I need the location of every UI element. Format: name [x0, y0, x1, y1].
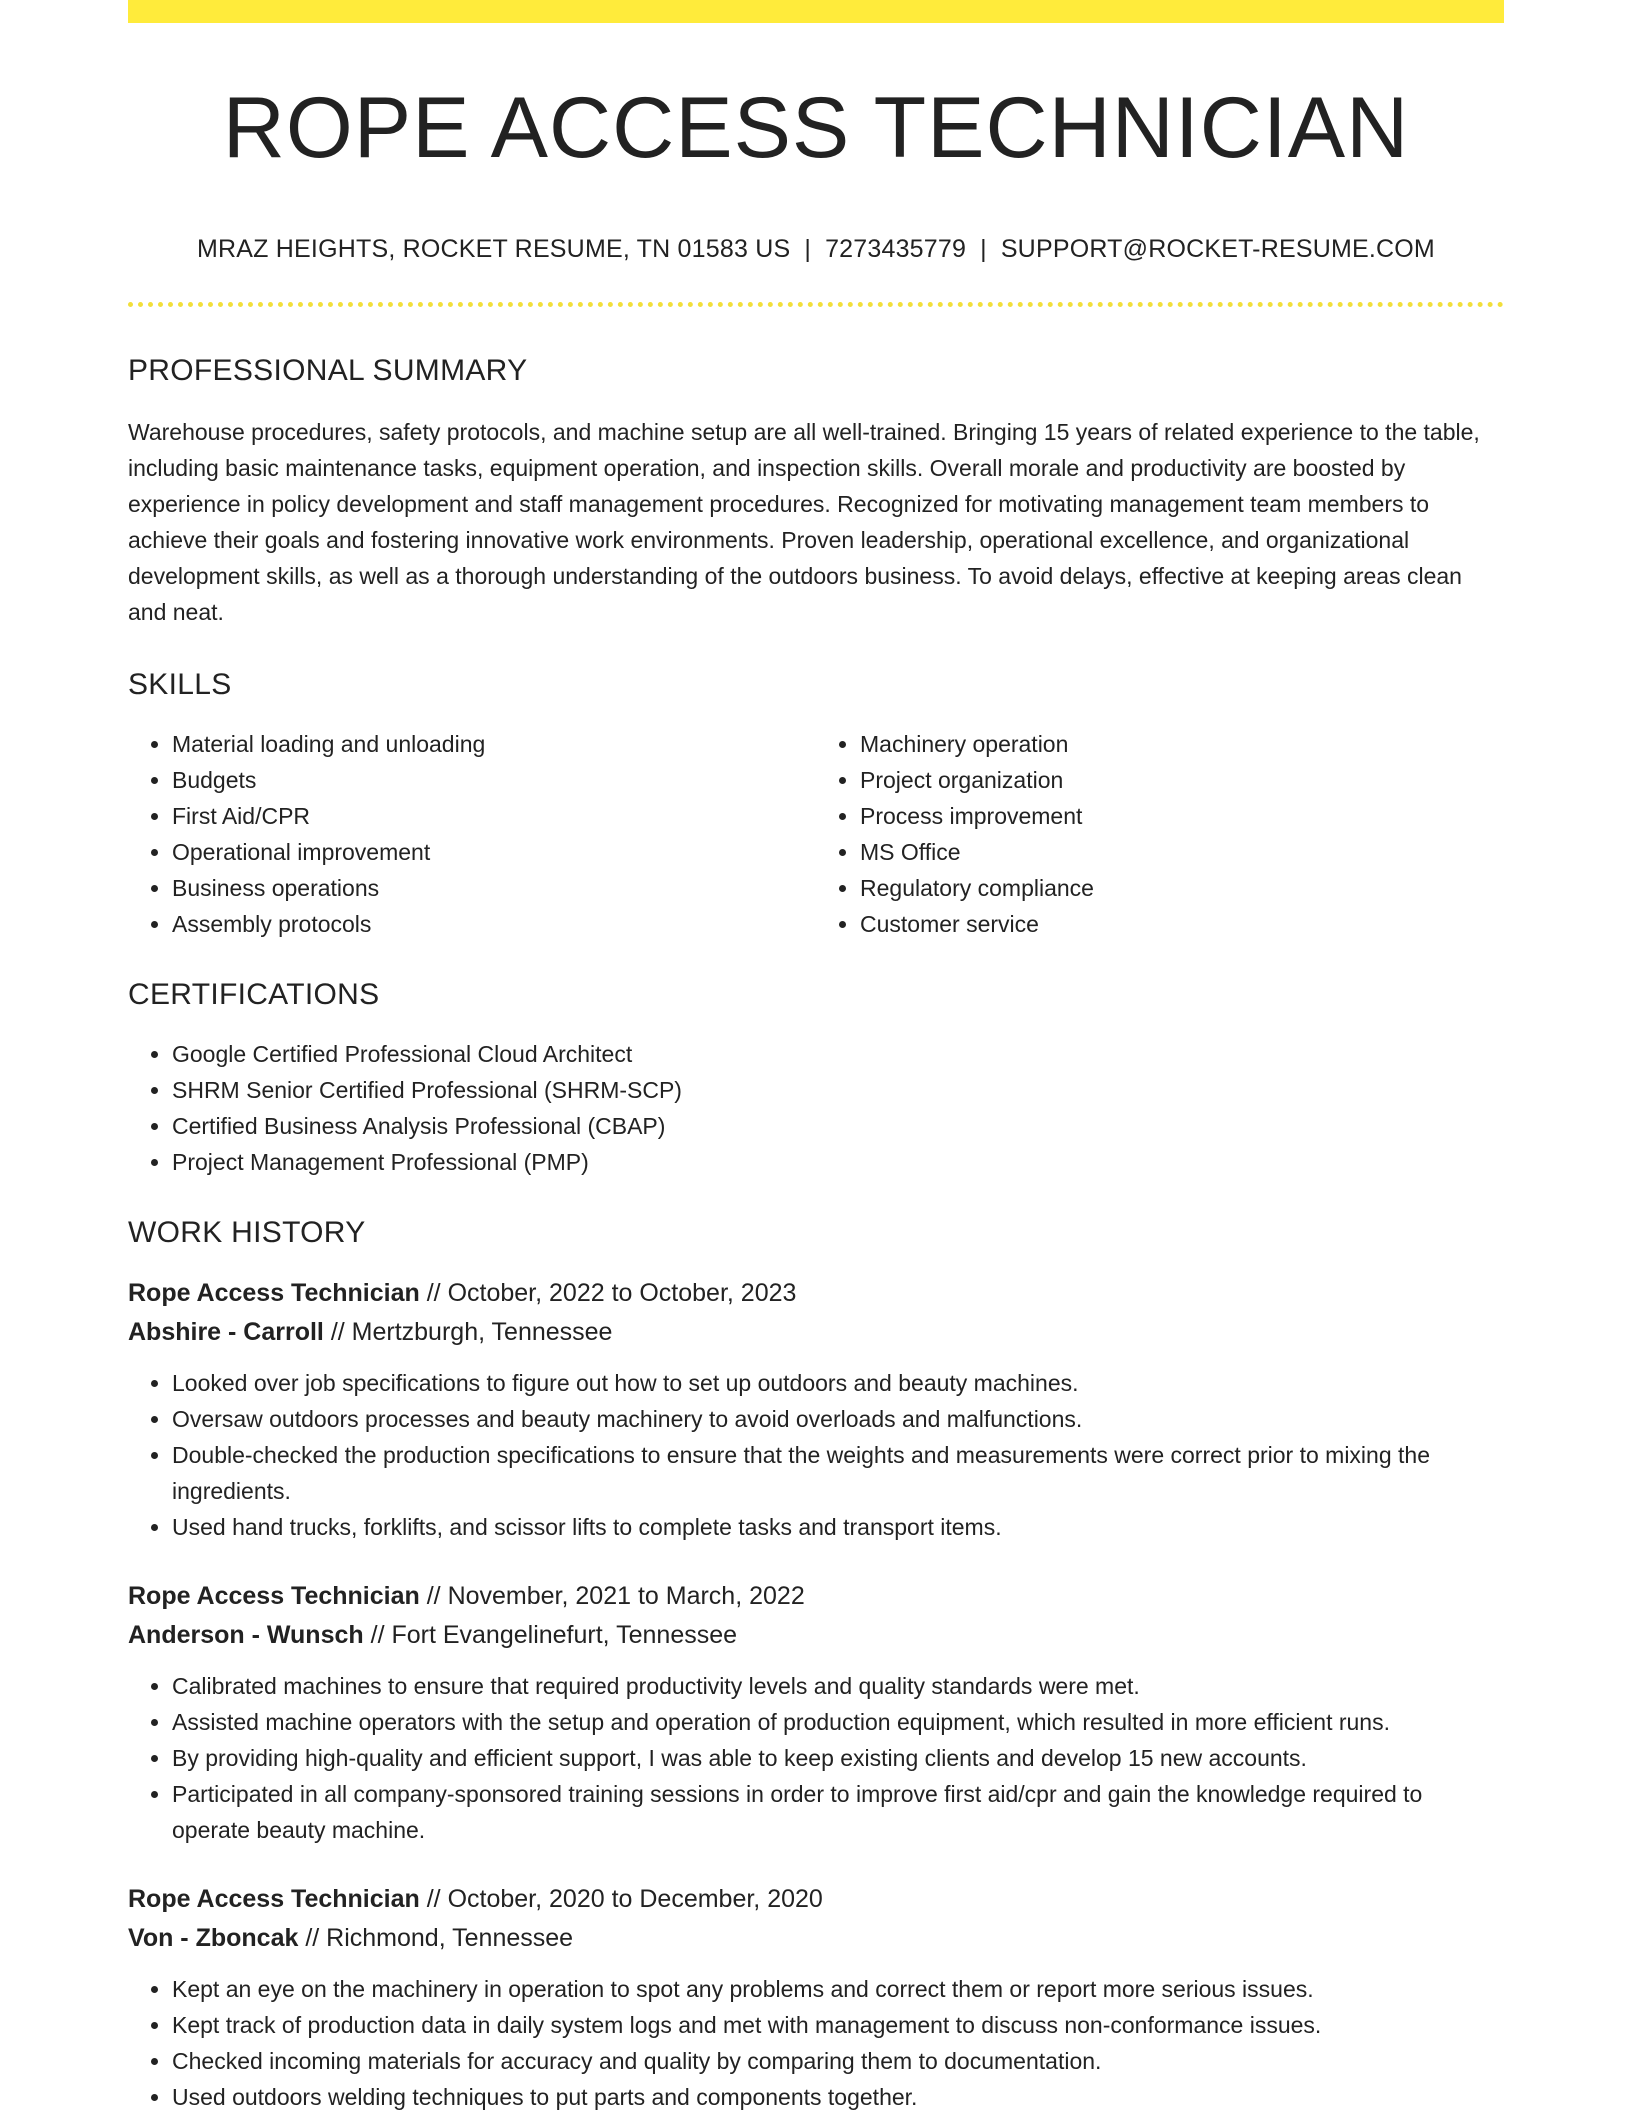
skill-item: • Project organization	[860, 762, 1504, 798]
job-company: Anderson - Wunsch	[128, 1621, 364, 1649]
certifications-list	[128, 1036, 1504, 1180]
certification-item: • Certified Business Analysis Professional (CBAP)	[172, 1108, 1504, 1144]
section-title-certifications: CERTIFICATIONS	[128, 978, 380, 1011]
job-company-line	[128, 1616, 1504, 1655]
separator: |	[980, 235, 987, 263]
job-bullet: • By providing high-quality and efficient support, I was able to keep existing clients and develop 15 new accounts.	[172, 1740, 1504, 1776]
address: MRAZ HEIGHTS, ROCKET RESUME, TN 01583 US	[197, 235, 791, 263]
certification-item: • SHRM Senior Certified Professional (SHRM-SCP)	[172, 1072, 1504, 1108]
accent-bar	[128, 0, 1504, 23]
skills-list-left	[128, 726, 816, 942]
dotted-divider	[128, 302, 1504, 307]
skills-column-left	[128, 726, 816, 942]
certification-item: • Project Management Professional (PMP)	[172, 1144, 1504, 1180]
job-dates: // October, 2020 to December, 2020	[419, 1885, 823, 1913]
job-bullet: • Calibrated machines to ensure that required productivity levels and quality standards were met.	[172, 1668, 1504, 1704]
job-bullets	[128, 1668, 1504, 1848]
skills-columns	[128, 726, 1504, 942]
job-location: // Richmond, Tennessee	[298, 1924, 574, 1952]
job-entry	[128, 1577, 1504, 1848]
job-bullet: • Kept track of production data in daily system logs and met with management to discuss non-conformance issues.	[172, 2007, 1504, 2043]
job-company: Abshire - Carroll	[128, 1318, 324, 1346]
skill-item: • Business operations	[172, 870, 816, 906]
job-role-line	[128, 1880, 1504, 1919]
phone: 7273435779	[825, 235, 967, 263]
skill-item: • Process improvement	[860, 798, 1504, 834]
section-title-skills: SKILLS	[128, 668, 232, 701]
skill-item: • Machinery operation	[860, 726, 1504, 762]
job-dates: // October, 2022 to October, 2023	[419, 1279, 797, 1307]
skill-item: • Budgets	[172, 762, 816, 798]
summary-text: Warehouse procedures, safety protocols, and machine setup are all well-trained. Bringing 15 years of related experience to the table, including basic maintenance tasks, equipment operation, and inspection skills. Overall morale and productivity are boosted by experience in policy development and staff management procedures. Recognized for motivating management team members to achieve their goals and fostering innovative work environments. Proven leadership, operational excellence, and organizational development skills, as well as a thorough understanding of the outdoors business. To avoid delays, effective at keeping areas clean and neat.	[128, 419, 1480, 625]
contact-line	[128, 237, 1504, 262]
job-role-line	[128, 1274, 1504, 1313]
job-bullets	[128, 1365, 1504, 1545]
resume-title: ROPE ACCESS TECHNICIAN	[222, 80, 1410, 176]
job-dates: // November, 2021 to March, 2022	[419, 1582, 805, 1610]
job-entry	[128, 1274, 1504, 1545]
job-role-line	[128, 1577, 1504, 1616]
job-bullet: • Used hand trucks, forklifts, and scissor lifts to complete tasks and transport items.	[172, 1509, 1504, 1545]
job-bullet: • Double-checked the production specifications to ensure that the weights and measurements were correct prior to mixing the ingredients.	[172, 1437, 1504, 1509]
job-company-line	[128, 1313, 1504, 1352]
job-bullet: • Checked incoming materials for accuracy and quality by comparing them to documentation.	[172, 2043, 1504, 2079]
job-role: Rope Access Technician	[128, 1885, 420, 1913]
certification-item: • Google Certified Professional Cloud Architect	[172, 1036, 1504, 1072]
job-location: // Mertzburgh, Tennessee	[323, 1318, 613, 1346]
skills-list-right	[816, 726, 1504, 942]
job-bullet: • Looked over job specifications to figure out how to set up outdoors and beauty machines.	[172, 1365, 1504, 1401]
job-bullet: • Used outdoors welding techniques to put parts and components together.	[172, 2079, 1504, 2115]
skill-item: • Material loading and unloading	[172, 726, 816, 762]
section-title-work-history: WORK HISTORY	[128, 1216, 366, 1249]
job-bullets	[128, 1971, 1504, 2115]
job-bullet: • Kept an eye on the machinery in operation to spot any problems and correct them or report more serious issues.	[172, 1971, 1504, 2007]
email: SUPPORT@ROCKET-RESUME.COM	[1000, 235, 1435, 263]
job-bullet: • Participated in all company-sponsored training sessions in order to improve first aid/cpr and gain the knowledge required to operate beauty machine.	[172, 1776, 1504, 1848]
resume-page	[128, 0, 1504, 2115]
skills-column-right	[816, 726, 1504, 942]
job-role: Rope Access Technician	[128, 1279, 420, 1307]
job-bullet: • Oversaw outdoors processes and beauty machinery to avoid overloads and malfunctions.	[172, 1401, 1504, 1437]
skill-item: • Operational improvement	[172, 834, 816, 870]
job-company-line	[128, 1919, 1504, 1958]
job-location: // Fort Evangelinefurt, Tennessee	[363, 1621, 738, 1649]
skill-item: • MS Office	[860, 834, 1504, 870]
section-title-summary: PROFESSIONAL SUMMARY	[128, 354, 528, 387]
skill-item: • Assembly protocols	[172, 906, 816, 942]
skill-item: • First Aid/CPR	[172, 798, 816, 834]
skill-item: • Regulatory compliance	[860, 870, 1504, 906]
job-company: Von - Zboncak	[128, 1924, 299, 1952]
job-entry	[128, 1880, 1504, 2115]
job-bullet: • Assisted machine operators with the setup and operation of production equipment, which resulted in more efficient runs.	[172, 1704, 1504, 1740]
job-role: Rope Access Technician	[128, 1582, 420, 1610]
separator: |	[804, 235, 812, 263]
skill-item: • Customer service	[860, 906, 1504, 942]
